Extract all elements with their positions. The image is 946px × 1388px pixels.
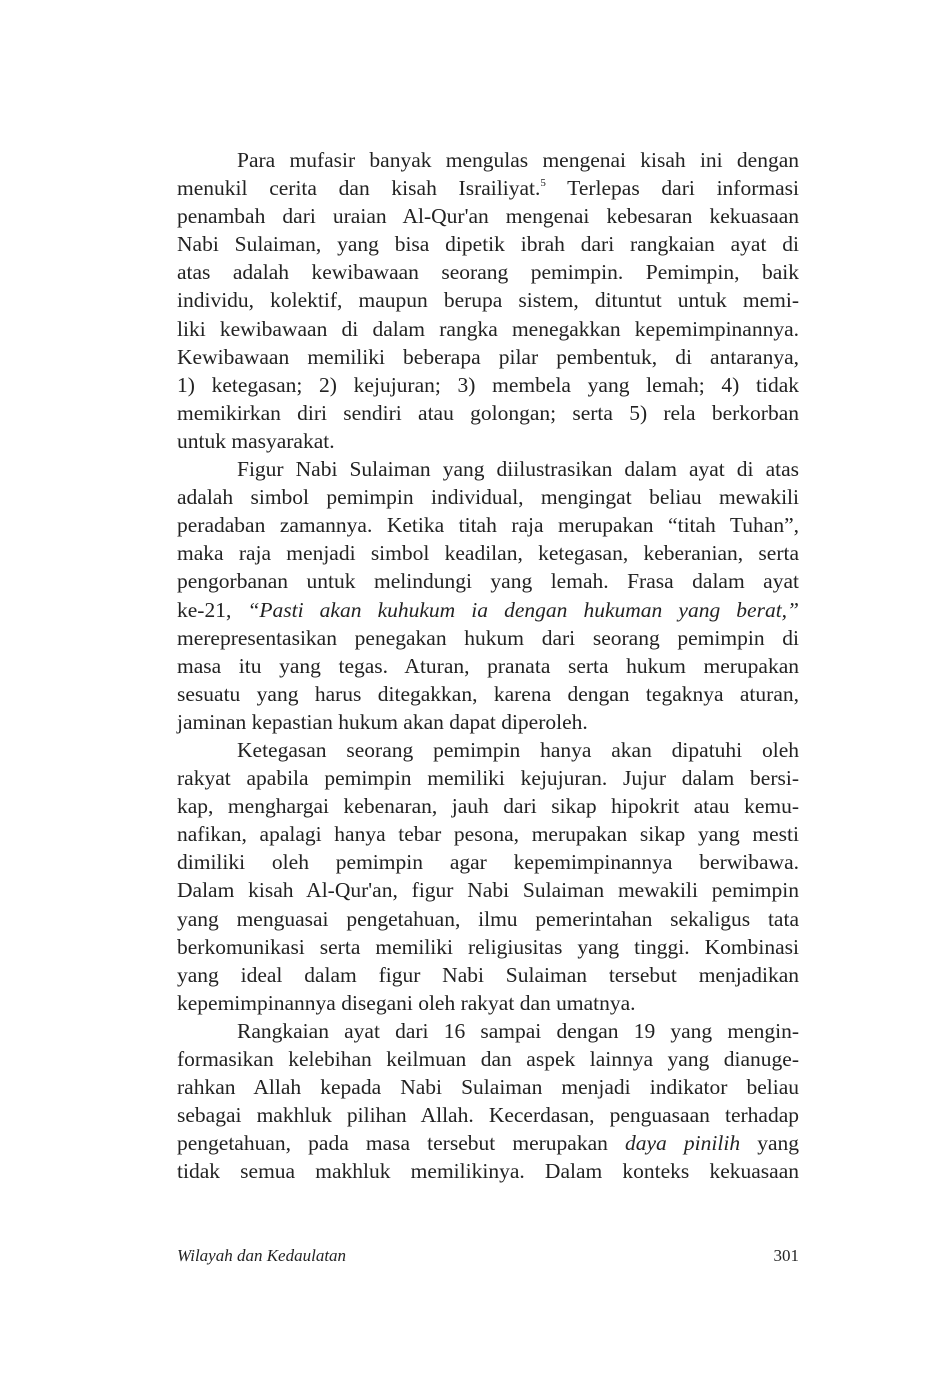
- text-line: [177, 736, 799, 764]
- italic-text: “Pasti akan kuhukum ia dengan hukuman yang berat,”: [247, 597, 800, 622]
- text-segment: yang ideal dalam figur Nabi Sulaiman tersebut menjadikan: [177, 962, 799, 987]
- text-segment: merepresentasikan penegakan hukum dari seorang pemimpin di: [177, 625, 799, 650]
- text-line: [177, 483, 799, 511]
- text-segment: Dalam kisah Al-Qur'an, figur Nabi Sulaiman mewakili pemimpin: [177, 878, 799, 903]
- text-line: [177, 933, 799, 961]
- paragraph: [177, 736, 799, 1017]
- text-line: [177, 174, 799, 202]
- text-line: [177, 1045, 799, 1073]
- text-line: [177, 230, 799, 258]
- text-segment: adalah simbol pemimpin individual, mengingat beliau mewakili: [177, 485, 799, 510]
- text-line: [177, 427, 799, 455]
- paragraph: [177, 146, 799, 455]
- text-segment: liki kewibawaan di dalam rangka menegakkan kepemimpinannya.: [177, 316, 799, 341]
- text-line: [177, 708, 799, 736]
- text-line: [177, 876, 799, 904]
- text-line: [177, 455, 799, 483]
- running-title: Wilayah dan Kedaulatan: [177, 1246, 347, 1265]
- text-segment: Terlepas dari informasi: [545, 176, 799, 201]
- text-line: [177, 371, 799, 399]
- text-segment: yang menguasai pengetahuan, ilmu pemerintahan sekaligus tata: [177, 906, 799, 931]
- text-line: [177, 792, 799, 820]
- text-line: [177, 596, 799, 624]
- text-line: [177, 567, 799, 595]
- text-segment: Nabi Sulaiman, yang bisa dipetik ibrah dari rangkaian ayat di: [177, 232, 799, 257]
- text-segment: atas adalah kewibawaan seorang pemimpin. Pemimpin, baik: [177, 260, 799, 285]
- italic-text: daya pinilih: [625, 1131, 741, 1156]
- text-line: [177, 1129, 799, 1157]
- text-segment: untuk masyarakat.: [177, 428, 335, 453]
- text-segment: Kewibawaan memiliki beberapa pilar pembentuk, di antaranya,: [177, 344, 799, 369]
- text-line: [177, 680, 799, 708]
- text-segment: sebagai makhluk pilihan Allah. Kecerdasan, penguasaan terhadap: [177, 1103, 799, 1128]
- body-text: [177, 146, 799, 1185]
- text-line: [177, 539, 799, 567]
- text-line: [177, 399, 799, 427]
- text-line: [177, 286, 799, 314]
- text-line: [177, 146, 799, 174]
- text-segment: Rangkaian ayat dari 16 sampai dengan 19 yang mengin-: [237, 1018, 799, 1043]
- text-segment: menukil cerita dan kisah Israiliyat.: [177, 176, 541, 201]
- text-line: [177, 343, 799, 371]
- paragraph: [177, 455, 799, 736]
- text-line: [177, 1101, 799, 1129]
- text-line: [177, 258, 799, 286]
- text-segment: penambah dari uraian Al-Qur'an mengenai kebesaran kekuasaan: [177, 204, 799, 229]
- text-segment: ke-21,: [177, 597, 248, 622]
- text-segment: kepemimpinannya disegani oleh rakyat dan umatnya.: [177, 990, 636, 1015]
- text-line: [177, 764, 799, 792]
- text-segment: jaminan kepastian hukum akan dapat diperoleh.: [177, 709, 588, 734]
- text-line: [177, 961, 799, 989]
- text-line: [177, 905, 799, 933]
- text-segment: rakyat apabila pemimpin memiliki kejujuran. Jujur dalam bersi-: [177, 766, 799, 791]
- text-segment: pengetahuan, pada masa tersebut merupakan: [177, 1131, 625, 1156]
- text-segment: Figur Nabi Sulaiman yang diilustrasikan dalam ayat di atas: [237, 457, 799, 482]
- text-segment: 1) ketegasan; 2) kejujuran; 3) membela yang lemah; 4) tidak: [177, 372, 799, 397]
- text-segment: peradaban zamannya. Ketika titah raja merupakan “titah Tuhan”,: [177, 513, 799, 538]
- text-segment: Ketegasan seorang pemimpin hanya akan dipatuhi oleh: [237, 737, 799, 762]
- footnote-ref: 5: [540, 177, 546, 190]
- text-segment: dimiliki oleh pemimpin agar kepemimpinannya berwibawa.: [177, 850, 799, 875]
- text-segment: kap, menghargai kebenaran, jauh dari sikap hipokrit atau kemu-: [177, 794, 799, 819]
- text-segment: Para mufasir banyak mengulas mengenai kisah ini dengan: [237, 148, 799, 172]
- text-line: [177, 1017, 799, 1045]
- text-segment: individu, kolektif, maupun berupa sistem, dituntut untuk memi-: [177, 288, 799, 313]
- text-segment: maka raja menjadi simbol keadilan, ketegasan, keberanian, serta: [177, 541, 799, 566]
- page-number: 301: [773, 1246, 799, 1265]
- text-line: [177, 511, 799, 539]
- text-segment: pengorbanan untuk melindungi yang lemah. Frasa dalam ayat: [177, 569, 799, 594]
- text-segment: memikirkan diri sendiri atau golongan; serta 5) rela berkorban: [177, 400, 799, 425]
- paragraph: [177, 1017, 799, 1186]
- text-line: [177, 989, 799, 1017]
- text-segment: nafikan, apalagi hanya tebar pesona, merupakan sikap yang mesti: [177, 822, 799, 847]
- text-segment: masa itu yang tegas. Aturan, pranata serta hukum merupakan: [177, 653, 799, 678]
- page-footer: [177, 1246, 799, 1266]
- text-segment: tidak semua makhluk memilikinya. Dalam konteks kekuasaan: [177, 1159, 799, 1184]
- text-line: [177, 652, 799, 680]
- text-line: [177, 202, 799, 230]
- text-line: [177, 848, 799, 876]
- text-line: [177, 1073, 799, 1101]
- text-line: [177, 1157, 799, 1185]
- text-segment: yang: [740, 1131, 800, 1156]
- text-line: [177, 820, 799, 848]
- text-segment: formasikan kelebihan keilmuan dan aspek lainnya yang dianuge-: [177, 1047, 799, 1071]
- text-segment: berkomunikasi serta memiliki religiusitas yang tinggi. Kombinasi: [177, 934, 799, 959]
- text-segment: sesuatu yang harus ditegakkan, karena dengan tegaknya aturan,: [177, 681, 799, 706]
- text-line: [177, 624, 799, 652]
- text-segment: rahkan Allah kepada Nabi Sulaiman menjadi indikator beliau: [177, 1075, 799, 1100]
- text-line: [177, 315, 799, 343]
